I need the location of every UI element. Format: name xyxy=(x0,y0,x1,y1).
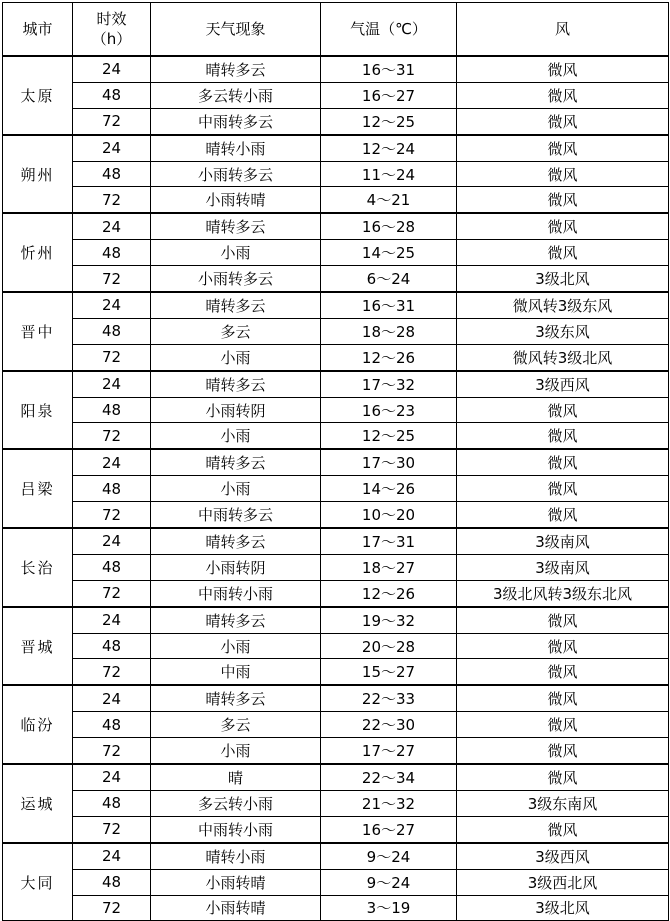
table-row xyxy=(3,476,669,502)
table-row xyxy=(3,738,669,764)
table-row xyxy=(3,108,669,134)
temperature-cell: 17～32 xyxy=(321,371,457,397)
wind-cell: 微风转3级北风 xyxy=(457,344,669,370)
hours-cell: 72 xyxy=(73,423,151,449)
weather-cell: 小雨 xyxy=(151,476,321,502)
weather-cell: 晴转小雨 xyxy=(151,843,321,869)
hours-cell: 72 xyxy=(73,502,151,528)
table-row xyxy=(3,161,669,187)
header-temperature: 气温（℃） xyxy=(321,3,457,57)
hours-cell: 72 xyxy=(73,895,151,921)
hours-cell: 48 xyxy=(73,633,151,659)
table-row xyxy=(3,318,669,344)
hours-cell: 48 xyxy=(73,869,151,895)
weather-cell: 小雨转多云 xyxy=(151,161,321,187)
temperature-cell: 16～28 xyxy=(321,213,457,239)
table-row xyxy=(3,790,669,816)
temperature-cell: 12～24 xyxy=(321,135,457,161)
temperature-cell: 17～27 xyxy=(321,738,457,764)
wind-cell: 微风 xyxy=(457,738,669,764)
weather-cell: 多云 xyxy=(151,712,321,738)
table-row xyxy=(3,187,669,213)
table-row xyxy=(3,502,669,528)
temperature-cell: 18～27 xyxy=(321,554,457,580)
weather-cell: 中雨转多云 xyxy=(151,502,321,528)
temperature-cell: 16～31 xyxy=(321,56,457,82)
weather-cell: 多云 xyxy=(151,318,321,344)
temperature-cell: 19～32 xyxy=(321,607,457,633)
wind-cell: 微风 xyxy=(457,187,669,213)
wind-cell: 3级北风 xyxy=(457,895,669,921)
temperature-cell: 16～23 xyxy=(321,397,457,423)
temperature-cell: 16～31 xyxy=(321,292,457,318)
weather-cell: 多云转小雨 xyxy=(151,82,321,108)
city-name-cell: 大同 xyxy=(3,843,73,921)
table-row xyxy=(3,685,669,711)
hours-cell: 24 xyxy=(73,449,151,475)
wind-cell: 微风 xyxy=(457,82,669,108)
wind-cell: 微风 xyxy=(457,764,669,790)
weather-cell: 晴转多云 xyxy=(151,607,321,633)
hours-cell: 24 xyxy=(73,371,151,397)
city-name-cell: 晋城 xyxy=(3,607,73,686)
hours-cell: 72 xyxy=(73,659,151,685)
temperature-cell: 16～27 xyxy=(321,82,457,108)
temperature-cell: 16～27 xyxy=(321,816,457,842)
weather-cell: 小雨转阴 xyxy=(151,554,321,580)
wind-cell: 微风 xyxy=(457,816,669,842)
table-row xyxy=(3,607,669,633)
hours-cell: 24 xyxy=(73,213,151,239)
table-row xyxy=(3,266,669,292)
temperature-cell: 18～28 xyxy=(321,318,457,344)
city-name-cell: 晋中 xyxy=(3,292,73,371)
city-name-cell: 忻州 xyxy=(3,213,73,292)
weather-cell: 小雨 xyxy=(151,240,321,266)
weather-cell: 晴转多云 xyxy=(151,371,321,397)
weather-cell: 中雨转小雨 xyxy=(151,580,321,606)
table-header xyxy=(3,3,669,57)
table-row xyxy=(3,843,669,869)
table-row xyxy=(3,82,669,108)
table-row xyxy=(3,371,669,397)
table-row xyxy=(3,816,669,842)
table-row xyxy=(3,344,669,370)
wind-cell: 微风 xyxy=(457,423,669,449)
temperature-cell: 22～33 xyxy=(321,685,457,711)
weather-cell: 晴 xyxy=(151,764,321,790)
weather-cell: 小雨转阴 xyxy=(151,397,321,423)
temperature-cell: 14～26 xyxy=(321,476,457,502)
table-row xyxy=(3,659,669,685)
wind-cell: 3级南风 xyxy=(457,554,669,580)
hours-cell: 72 xyxy=(73,344,151,370)
hours-cell: 48 xyxy=(73,712,151,738)
wind-cell: 微风 xyxy=(457,213,669,239)
table-row xyxy=(3,764,669,790)
hours-cell: 72 xyxy=(73,187,151,213)
temperature-cell: 17～30 xyxy=(321,449,457,475)
wind-cell: 3级西北风 xyxy=(457,869,669,895)
wind-cell: 3级南风 xyxy=(457,528,669,554)
weather-cell: 小雨转多云 xyxy=(151,266,321,292)
table-row xyxy=(3,712,669,738)
hours-cell: 72 xyxy=(73,266,151,292)
wind-cell: 微风 xyxy=(457,659,669,685)
wind-cell: 微风 xyxy=(457,449,669,475)
table-body xyxy=(3,56,669,921)
hours-cell: 48 xyxy=(73,161,151,187)
weather-cell: 晴转多云 xyxy=(151,292,321,318)
weather-cell: 中雨 xyxy=(151,659,321,685)
hours-cell: 72 xyxy=(73,816,151,842)
hours-cell: 24 xyxy=(73,607,151,633)
temperature-cell: 6～24 xyxy=(321,266,457,292)
weather-forecast-table xyxy=(2,2,669,921)
wind-cell: 微风 xyxy=(457,397,669,423)
weather-cell: 晴转多云 xyxy=(151,528,321,554)
hours-cell: 48 xyxy=(73,82,151,108)
temperature-cell: 22～34 xyxy=(321,764,457,790)
weather-cell: 多云转小雨 xyxy=(151,790,321,816)
header-wind: 风 xyxy=(457,3,669,57)
wind-cell: 微风 xyxy=(457,502,669,528)
weather-cell: 小雨转晴 xyxy=(151,187,321,213)
weather-cell: 小雨转晴 xyxy=(151,869,321,895)
wind-cell: 3级西风 xyxy=(457,371,669,397)
temperature-cell: 3～19 xyxy=(321,895,457,921)
hours-cell: 24 xyxy=(73,528,151,554)
header-hours xyxy=(73,3,151,57)
weather-cell: 晴转多云 xyxy=(151,56,321,82)
wind-cell: 微风 xyxy=(457,633,669,659)
temperature-cell: 14～25 xyxy=(321,240,457,266)
hours-cell: 72 xyxy=(73,108,151,134)
weather-cell: 小雨 xyxy=(151,344,321,370)
hours-cell: 24 xyxy=(73,843,151,869)
city-name-cell: 吕梁 xyxy=(3,449,73,528)
table-row xyxy=(3,633,669,659)
temperature-cell: 20～28 xyxy=(321,633,457,659)
weather-cell: 小雨转晴 xyxy=(151,895,321,921)
temperature-cell: 11～24 xyxy=(321,161,457,187)
temperature-cell: 9～24 xyxy=(321,843,457,869)
weather-cell: 中雨转多云 xyxy=(151,108,321,134)
table-row xyxy=(3,449,669,475)
wind-cell: 微风 xyxy=(457,108,669,134)
hours-cell: 48 xyxy=(73,790,151,816)
wind-cell: 3级西风 xyxy=(457,843,669,869)
table-row xyxy=(3,528,669,554)
temperature-cell: 10～20 xyxy=(321,502,457,528)
hours-cell: 48 xyxy=(73,476,151,502)
table-row xyxy=(3,869,669,895)
hours-cell: 48 xyxy=(73,318,151,344)
header-hours-line2: （h） xyxy=(91,30,132,48)
wind-cell: 微风 xyxy=(457,135,669,161)
wind-cell: 3级东南风 xyxy=(457,790,669,816)
city-name-cell: 阳泉 xyxy=(3,371,73,450)
weather-cell: 小雨 xyxy=(151,633,321,659)
table-row xyxy=(3,213,669,239)
hours-cell: 24 xyxy=(73,135,151,161)
temperature-cell: 12～26 xyxy=(321,580,457,606)
weather-cell: 小雨 xyxy=(151,423,321,449)
wind-cell: 微风 xyxy=(457,240,669,266)
hours-cell: 48 xyxy=(73,554,151,580)
wind-cell: 微风 xyxy=(457,712,669,738)
table-row xyxy=(3,135,669,161)
table-row xyxy=(3,423,669,449)
city-name-cell: 临汾 xyxy=(3,685,73,764)
weather-cell: 中雨转小雨 xyxy=(151,816,321,842)
temperature-cell: 15～27 xyxy=(321,659,457,685)
hours-cell: 24 xyxy=(73,685,151,711)
hours-cell: 72 xyxy=(73,580,151,606)
city-name-cell: 太原 xyxy=(3,56,73,135)
wind-cell: 微风 xyxy=(457,476,669,502)
hours-cell: 24 xyxy=(73,764,151,790)
header-weather: 天气现象 xyxy=(151,3,321,57)
hours-cell: 24 xyxy=(73,56,151,82)
table-row xyxy=(3,240,669,266)
temperature-cell: 4～21 xyxy=(321,187,457,213)
wind-cell: 3级北风 xyxy=(457,266,669,292)
temperature-cell: 12～25 xyxy=(321,423,457,449)
temperature-cell: 17～31 xyxy=(321,528,457,554)
wind-cell: 3级东风 xyxy=(457,318,669,344)
temperature-cell: 22～30 xyxy=(321,712,457,738)
wind-cell: 微风 xyxy=(457,161,669,187)
table-row xyxy=(3,895,669,921)
table-row xyxy=(3,580,669,606)
hours-cell: 72 xyxy=(73,738,151,764)
weather-cell: 晴转多云 xyxy=(151,685,321,711)
header-row xyxy=(3,3,669,57)
city-name-cell: 朔州 xyxy=(3,135,73,214)
weather-cell: 小雨 xyxy=(151,738,321,764)
city-name-cell: 长治 xyxy=(3,528,73,607)
table-row xyxy=(3,397,669,423)
wind-cell: 微风 xyxy=(457,685,669,711)
weather-cell: 晴转多云 xyxy=(151,449,321,475)
temperature-cell: 21～32 xyxy=(321,790,457,816)
temperature-cell: 9～24 xyxy=(321,869,457,895)
temperature-cell: 12～26 xyxy=(321,344,457,370)
hours-cell: 48 xyxy=(73,397,151,423)
temperature-cell: 12～25 xyxy=(321,108,457,134)
city-name-cell: 运城 xyxy=(3,764,73,843)
table-row xyxy=(3,56,669,82)
hours-cell: 48 xyxy=(73,240,151,266)
header-hours-line1: 时效 xyxy=(96,10,127,28)
wind-cell: 微风 xyxy=(457,56,669,82)
weather-cell: 晴转小雨 xyxy=(151,135,321,161)
wind-cell: 微风 xyxy=(457,607,669,633)
weather-cell: 晴转多云 xyxy=(151,213,321,239)
hours-cell: 24 xyxy=(73,292,151,318)
wind-cell: 微风转3级东风 xyxy=(457,292,669,318)
table-row xyxy=(3,292,669,318)
wind-cell: 3级北风转3级东北风 xyxy=(457,580,669,606)
header-city: 城市 xyxy=(3,3,73,57)
table-row xyxy=(3,554,669,580)
